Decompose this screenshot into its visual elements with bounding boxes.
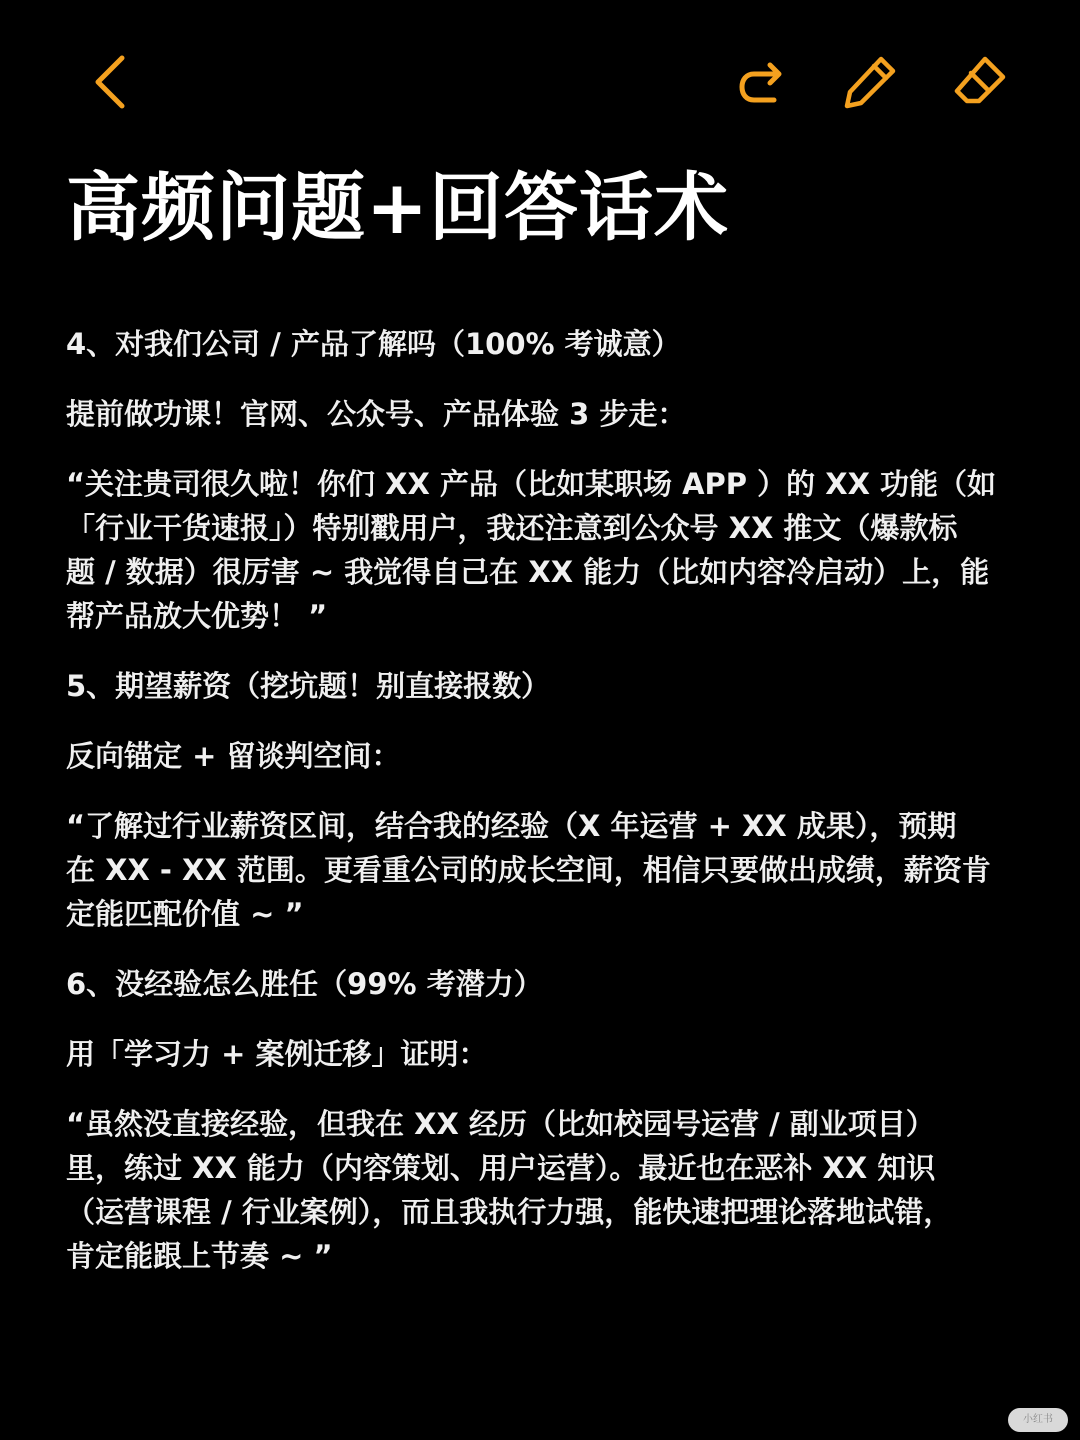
answer-tip: 提前做功课！官网、公众号、产品体验 3 步走： (66, 397, 687, 431)
sample-answer (66, 1102, 1036, 1278)
watermark-badge: 小红书 (1008, 1408, 1068, 1432)
answer-tip: 反向锚定 + 留谈判空间： (66, 739, 401, 773)
answer-line: 定能匹配价值 ~ ” (66, 897, 304, 931)
answer-line: 帮产品放大优势！ ” (66, 599, 328, 633)
answer-line: 「行业干货速报」）特别戳用户，我还注意到公众号 XX 推文（爆款标 (66, 511, 958, 545)
sample-answer (66, 804, 1036, 936)
pencil-icon (841, 53, 899, 111)
answer-line: “关注贵司很久啦！你们 XX 产品（比如某职场 APP ）的 XX 功能（如 (66, 467, 997, 501)
redo-button[interactable] (730, 50, 794, 114)
back-button[interactable] (78, 50, 142, 114)
sample-answer (66, 462, 1036, 638)
answer-line: 题 / 数据）很厉害 ~ 我觉得自己在 XX 能力（比如内容冷启动）上，能 (66, 555, 990, 589)
answer-line: 里，练过 XX 能力（内容策划、用户运营）。最近也在恶补 XX 知识 (66, 1151, 936, 1185)
answer-line: 在 XX - XX 范围。更看重公司的成长空间，相信只要做出成绩，薪资肯 (66, 853, 991, 887)
note-body[interactable] (66, 322, 1036, 1278)
answer-line: “了解过行业薪资区间，结合我的经验（X 年运营 + XX 成果），预期 (66, 809, 957, 843)
question-heading: 4、对我们公司 / 产品了解吗（100% 考诚意） (66, 327, 681, 361)
edit-button[interactable] (838, 50, 902, 114)
question-heading: 6、没经验怎么胜任（99% 考潜力） (66, 967, 543, 1001)
back-icon (90, 52, 130, 112)
note-toolbar (0, 0, 1080, 160)
note-title: 高频问题+回答话术 (66, 165, 730, 251)
answer-line: （运营课程 / 行业案例），而且我执行力强，能快速把理论落地试错， (66, 1195, 953, 1229)
eraser-button[interactable] (948, 50, 1012, 114)
answer-line: 肯定能跟上节奏 ~ ” (66, 1239, 333, 1273)
answer-tip: 用「学习力 + 案例迁移」证明： (66, 1037, 488, 1071)
eraser-icon (951, 53, 1009, 111)
redo-icon (734, 54, 790, 110)
question-heading: 5、期望薪资（挖坑题！别直接报数） (66, 669, 551, 703)
answer-line: “虽然没直接经验，但我在 XX 经历（比如校园号运营 / 副业项目） (66, 1107, 935, 1141)
